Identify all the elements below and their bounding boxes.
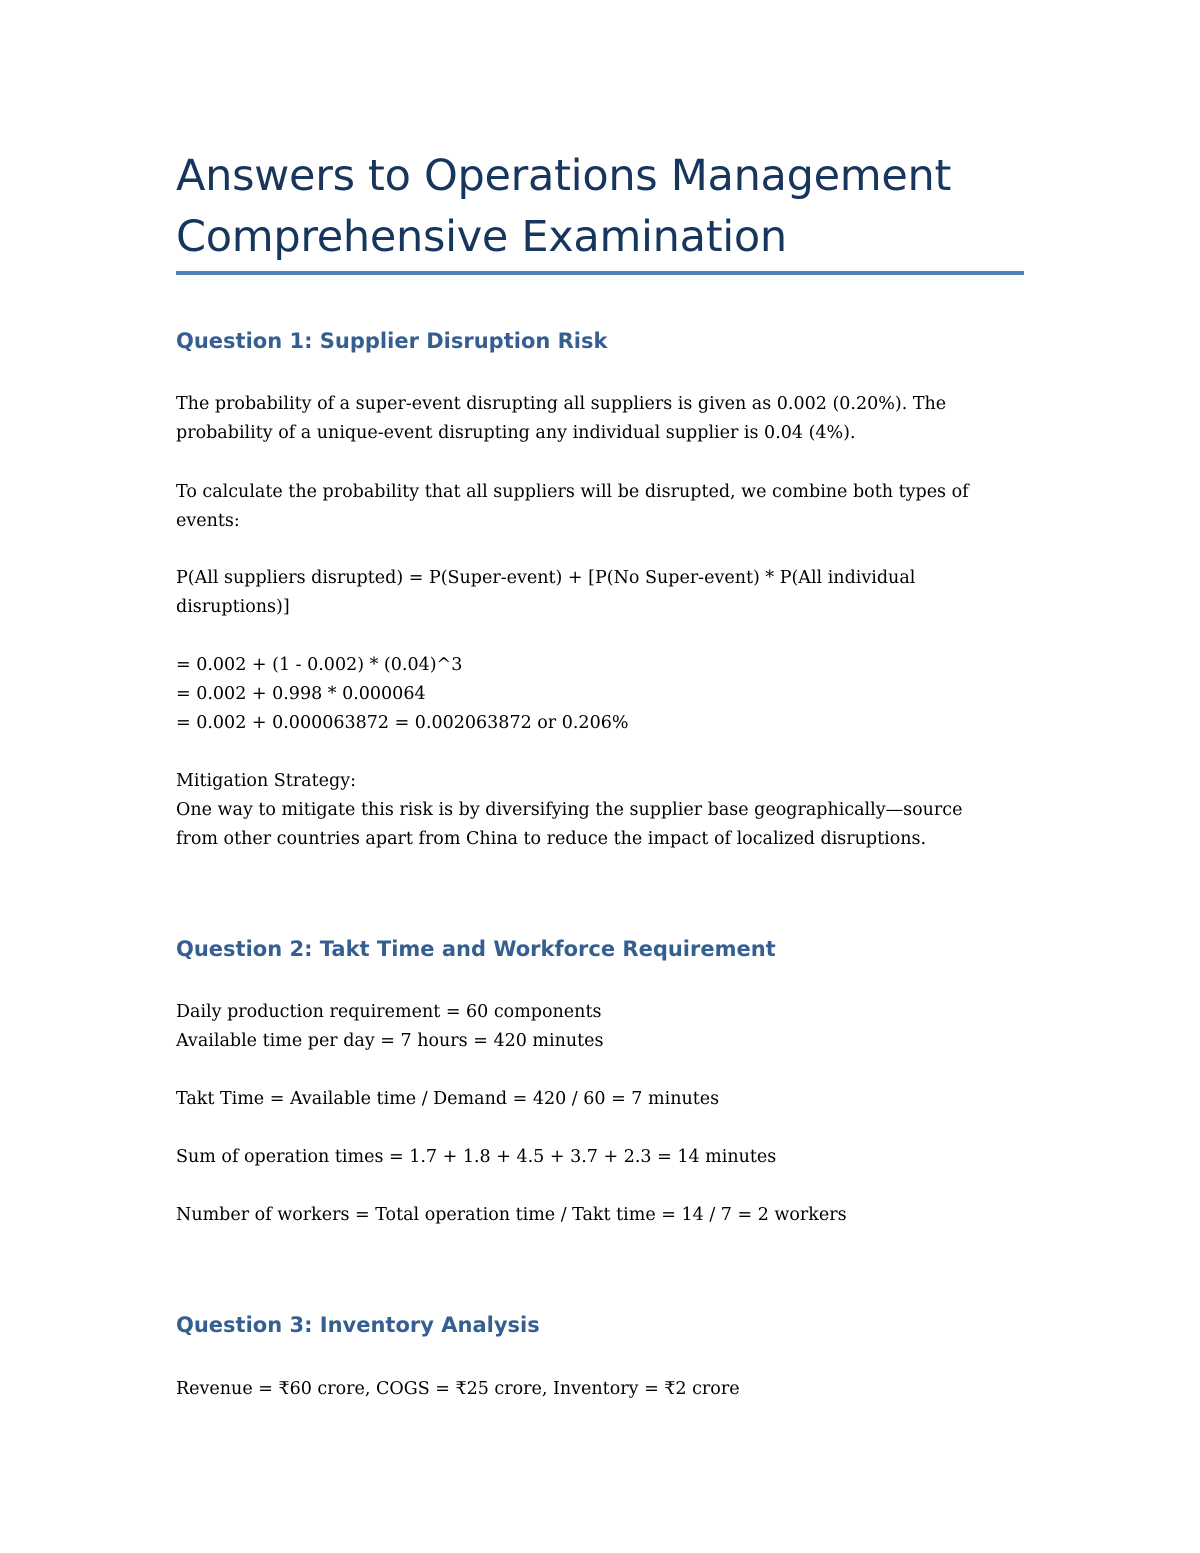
q1-paragraph-approach [176,478,1024,536]
q2-paragraph-operation-times [176,1143,1024,1172]
q1-p4-line-1: = 0.002 + (1 - 0.002) * (0.04)^3 [176,655,463,675]
q1-paragraph-calculation [176,651,1024,738]
q3-heading: Question 3: Inventory Analysis [176,1313,540,1337]
q2-paragraph-workers [176,1201,1024,1230]
q2-p1-line-1: Daily production requirement = 60 components [176,1002,602,1022]
q1-p5-line-2: One way to mitigate this risk is by diversifying the supplier base geographically—source [176,800,963,820]
title-underline-rule [176,271,1024,275]
q1-p4-line-2: = 0.002 + 0.998 * 0.000064 [176,684,426,704]
q2-heading: Question 2: Takt Time and Workforce Requirement [176,937,776,961]
title-line-2: Comprehensive Examination [176,212,787,262]
document-page [176,0,1024,1553]
q2-p2-line: Takt Time = Available time / Demand = 420 / 60 = 7 minutes [176,1089,720,1109]
q1-paragraph-formula [176,564,1024,622]
q2-paragraph-requirements [176,998,1024,1056]
q3-paragraph-financials [176,1375,1024,1404]
q3-p1-line: Revenue = ₹60 crore, COGS = ₹25 crore, Inventory = ₹2 crore [176,1379,740,1399]
q1-p3-line-2: disruptions)] [176,597,290,617]
q2-p1-line-2: Available time per day = 7 hours = 420 minutes [176,1031,604,1051]
q1-p1-line-2: probability of a unique-event disrupting any individual supplier is 0.04 (4%). [176,423,856,443]
q1-p5-line-1: Mitigation Strategy: [176,771,356,791]
q1-p5-line-3: from other countries apart from China to reduce the impact of localized disruptions. [176,829,927,849]
q1-p2-line-2: events: [176,511,240,531]
q1-paragraph-given-probabilities [176,390,1024,448]
document-title [176,146,1024,268]
q1-p1-line-1: The probability of a super-event disrupting all suppliers is given as 0.002 (0.20%). The [176,394,947,414]
q2-paragraph-takt-time [176,1085,1024,1114]
q1-p3-line-1: P(All suppliers disrupted) = P(Super-event) + [P(No Super-event) * P(All individual [176,568,916,588]
q2-p4-line: Number of workers = Total operation time / Takt time = 14 / 7 = 2 workers [176,1205,847,1225]
title-line-1: Answers to Operations Management [176,151,952,201]
q1-p4-line-3: = 0.002 + 0.000063872 = 0.002063872 or 0.206% [176,713,629,733]
q2-p3-line: Sum of operation times = 1.7 + 1.8 + 4.5 + 3.7 + 2.3 = 14 minutes [176,1147,777,1167]
q1-p2-line-1: To calculate the probability that all suppliers will be disrupted, we combine both types of [176,482,969,502]
q1-heading: Question 1: Supplier Disruption Risk [176,329,608,353]
q1-paragraph-mitigation [176,767,1024,854]
